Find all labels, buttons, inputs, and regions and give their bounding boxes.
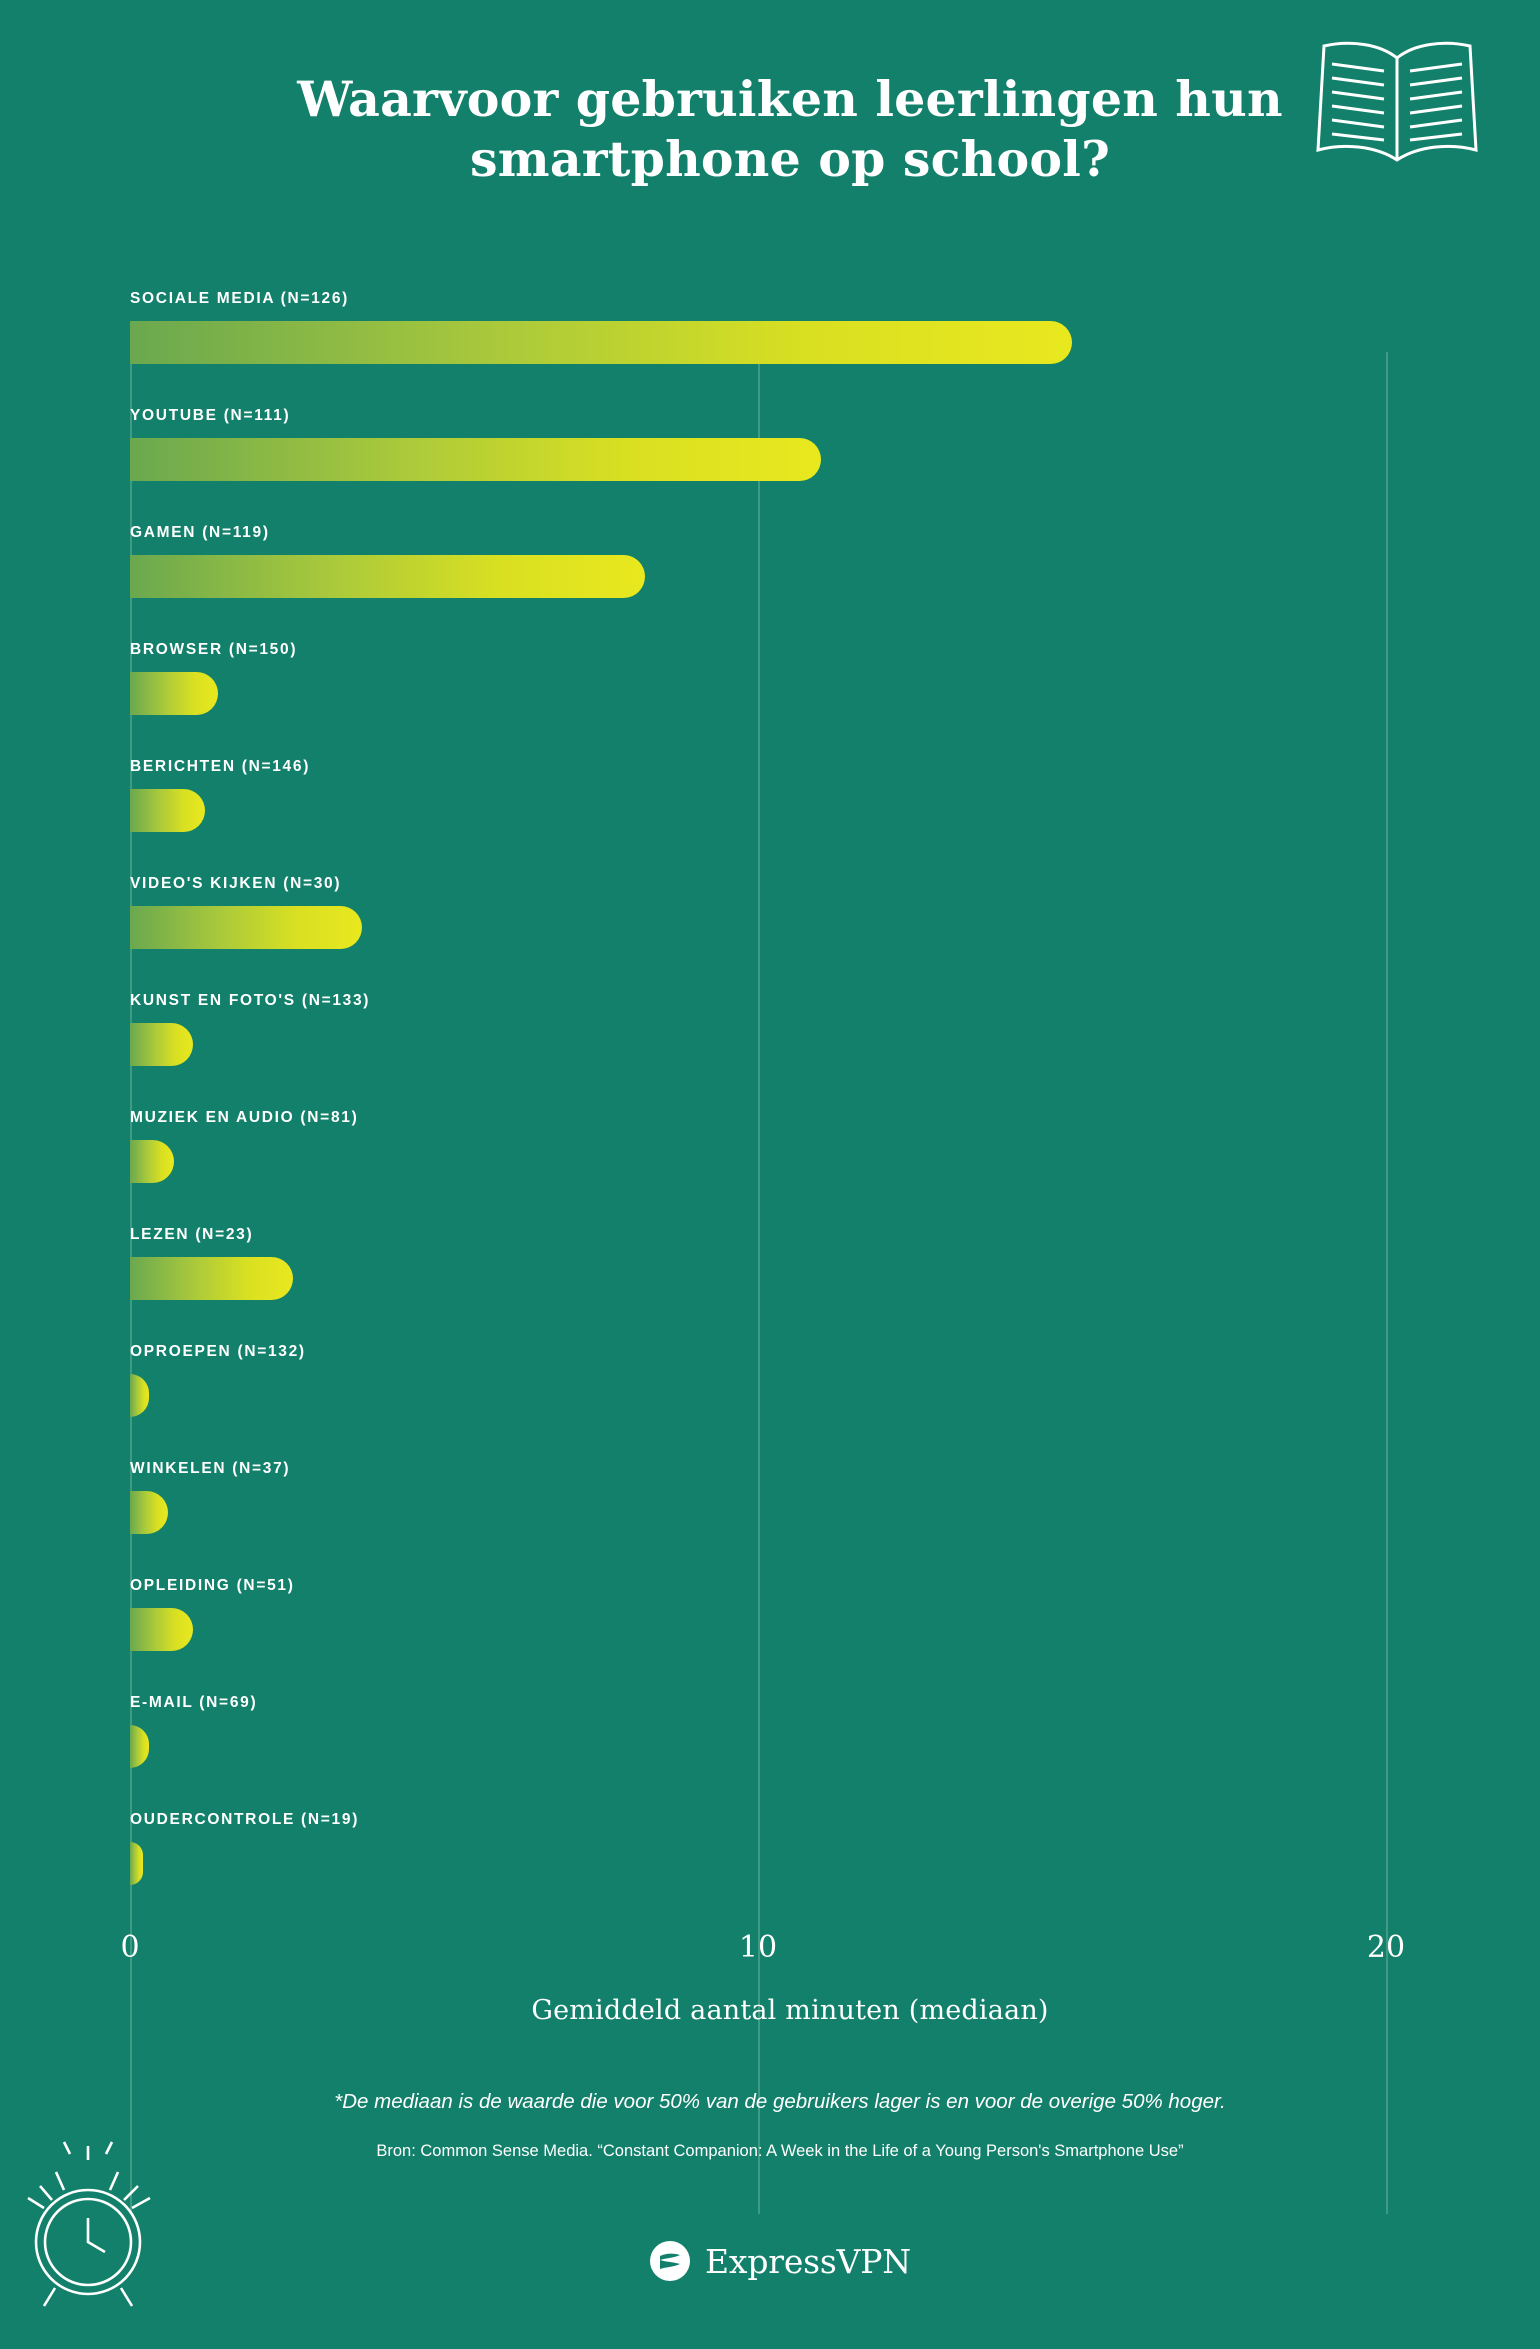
bar-value [130,672,218,715]
alarm-clock-icon [10,2134,190,2319]
page-title: Waarvoor gebruiken leerlingen hun smartphone op school? [297,70,1283,188]
bar-label: BERICHTEN (N=146) [130,758,311,775]
bar-label: E-MAIL (N=69) [130,1694,258,1711]
bar-label: KUNST EN FOTO'S (N=133) [130,992,371,1009]
bar-row [130,407,1410,524]
bar-value [130,438,821,481]
x-tick-label: 20 [1366,1930,1406,1965]
open-book-icon [1310,30,1485,175]
bar-value [130,1257,293,1300]
bar-value [130,321,1072,364]
bar-label: YOUTUBE (N=111) [130,407,291,424]
x-tick-label: 0 [120,1930,140,1965]
bar-row [130,1109,1410,1226]
bar-row [130,641,1410,758]
source-credit: Bron: Common Sense Media. “Constant Companion: A Week in the Life of a Young Person's Smartphone Use” [376,2142,1184,2160]
bar-row [130,1343,1410,1460]
bar-rows [130,290,1410,1928]
bar-row [130,875,1410,992]
plot-area [130,290,1410,1930]
bar-row [130,1226,1410,1343]
bar-label: GAMEN (N=119) [130,524,270,541]
bar-row [130,1811,1410,1928]
bar-label: SOCIALE MEDIA (N=126) [130,290,350,307]
bar-value [130,1023,193,1066]
x-axis-ticks [120,1930,1410,1970]
bar-value [130,1842,143,1885]
bar-row [130,1694,1410,1811]
bar-label: OPROEPEN (N=132) [130,1343,306,1360]
x-axis-title: Gemiddeld aantal minuten (mediaan) [531,1995,1049,2026]
bar-row [130,758,1410,875]
bar-chart [0,290,1540,1955]
bar-label: OUDERCONTROLE (N=19) [130,1811,360,1828]
bar-value [130,1608,193,1651]
bar-label: VIDEO'S KIJKEN (N=30) [130,875,342,892]
bar-label: MUZIEK EN AUDIO (N=81) [130,1109,359,1126]
logo-wordmark: ExpressVPN [705,2241,911,2281]
x-tick-label: 10 [738,1930,778,1965]
bar-value [130,1725,149,1768]
bar-label: WINKELEN (N=37) [130,1460,291,1477]
bar-label: LEZEN (N=23) [130,1226,254,1243]
bar-value [130,555,645,598]
bar-value [130,1374,149,1417]
bar-row [130,1577,1410,1694]
bar-row [130,524,1410,641]
bar-value [130,906,362,949]
bar-value [130,1140,174,1183]
bar-value [130,1491,168,1534]
bar-value [130,789,205,832]
expressvpn-logo-icon [649,2240,691,2282]
bar-label: OPLEIDING (N=51) [130,1577,295,1594]
bar-row [130,290,1410,407]
footnote-median: *De mediaan is de waarde die voor 50% van de gebruikers lager is en voor de overige 50% hoger. [334,2090,1226,2113]
bar-row [130,992,1410,1109]
bar-label: BROWSER (N=150) [130,641,298,658]
brand-logo [0,2240,1540,2282]
bar-row [130,1460,1410,1577]
header [0,70,1540,190]
